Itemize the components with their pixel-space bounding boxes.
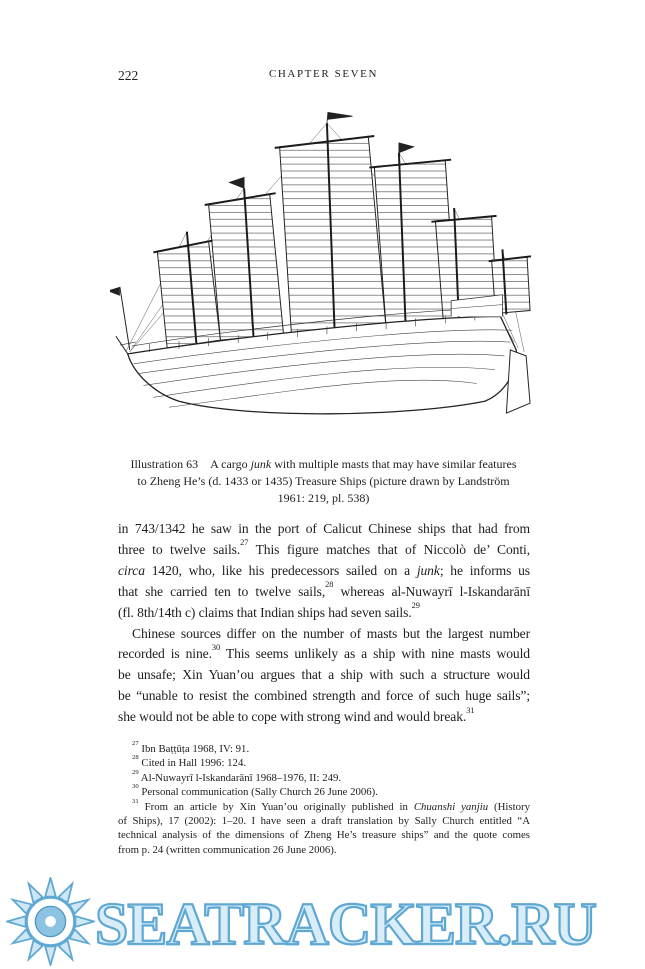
footnotes: $^{27}$ Ibn Baṭṭūṭa 1968, IV: 91. $^{28}$ Cited in Hall 1996: 124. $^{29}$ Al-Nuwayrī l-Iskandarānī 1968–1976, II: 249. $^{30}$ Personal communication (Sally Church 26 June 2006). $^{31}$ From an article by Xin Yuan’ou originally published in Chuanshi yanjiu (History of Ships), 17 (2002): 1–20. I have seen a draft translation by Sally Church entitled “A technical analysis of the dimensions of Zheng He’s treasure ships” and the quote comes from p. 24 (written communication 26 June 2006). — [118, 740, 530, 856]
figure-caption: Illustration 63 A cargo junk with multiple masts that may have similar features to Zheng He’s (d. 1433 or 1435) Treasure Ships (picture drawn by Landström 1961: 219, pl. 538) — [130, 457, 517, 505]
paragraph: Chinese sources differ on the number of masts but the largest number recorded is nine.$^{30}$ This seems unlikely as a ship with nine masts would be unsafe; Xin Yuan’ou argues that a ship with such a structure would be “unable to resist the combined strength and force of such huge sails”; she would not be able to cope with strong wind and would break.$^{31}$ — [118, 625, 530, 725]
watermark-text: SEATRACKER.RU — [95, 891, 596, 957]
page-header — [118, 68, 529, 86]
body-text — [118, 519, 530, 728]
watermark — [0, 873, 645, 969]
sun-logo-icon — [6, 877, 95, 966]
junk-illustration — [110, 104, 534, 452]
junk-ship-drawing — [110, 104, 534, 452]
page-number: 222 — [118, 68, 139, 83]
paragraph: in 743/1342 he saw in the port of Calicut Chinese ships that had from three to twelve sails.$^{27}$ This figure matches that of Niccolò de’ Conti, circa 1420, who, like his predecessors sailed on a junk; he informs us that she carried ten to twelve sails,$^{28}$ whereas al-Nuwayrī l-Iskandarānī (fl. 8th/14th c) claims that Indian ships had seven sails.$^{29}$ — [118, 521, 531, 620]
running-head: CHAPTER SEVEN — [268, 68, 379, 80]
